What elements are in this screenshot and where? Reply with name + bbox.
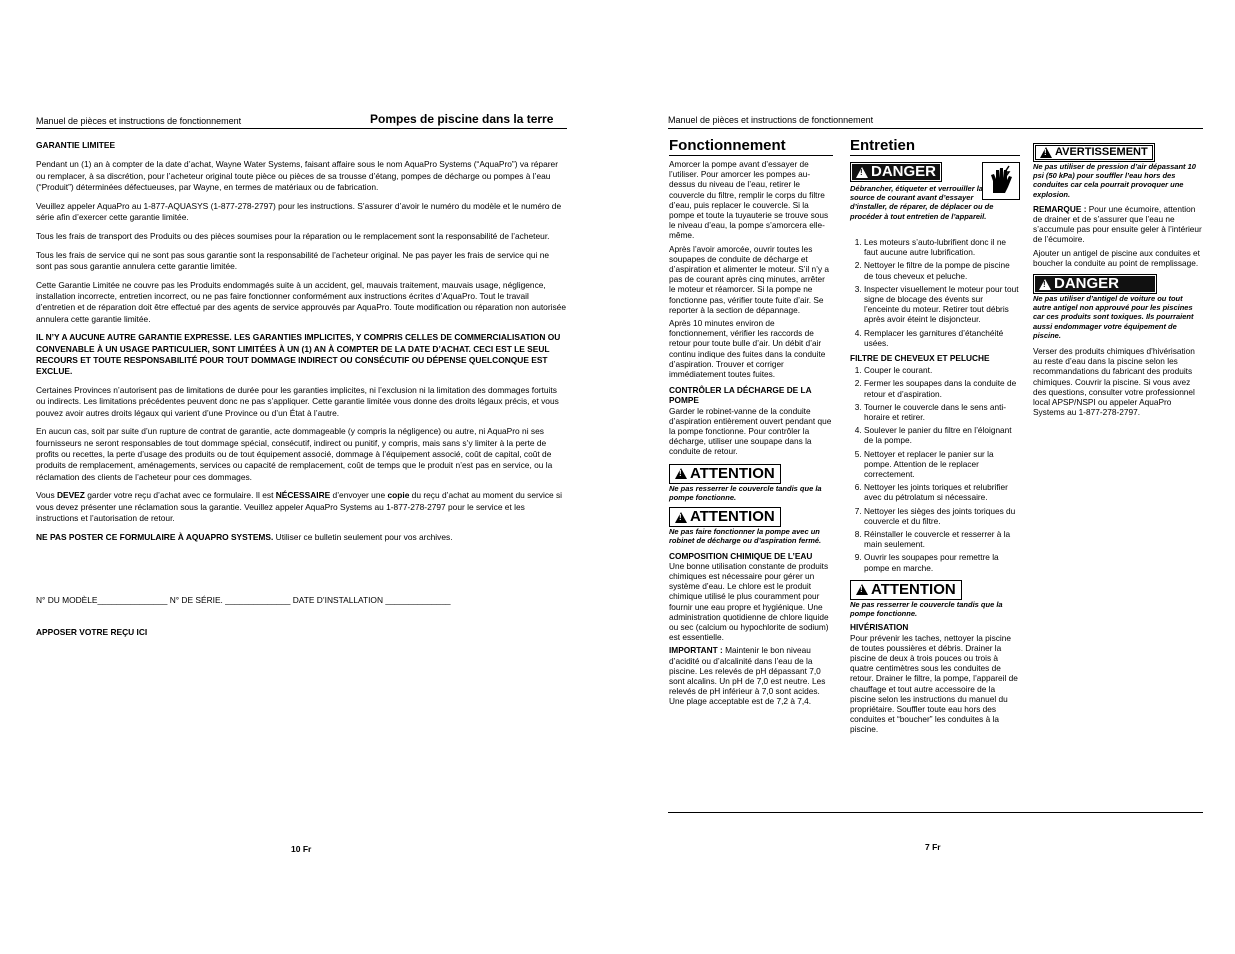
list-item: 1. Les moteurs s’auto-lubrifient donc il ne faut aucune autre lubrification. bbox=[864, 237, 1020, 257]
warning-triangle-icon bbox=[856, 167, 868, 178]
list-item: 6. Nettoyer les joints toriques et relubrifier avec du pétrolatum si nécessaire. bbox=[864, 482, 1020, 502]
warranty-para-7: Certaines Provinces n’autorisent pas de limitations de durée pour les garanties implicites, ni l’exclusion ni la limitation des dommages fortuits ou indirects. Les limitations précédentes peuvent donc ne pas s’appliquer. Cette garantie limitée vous donne des droits légaux précis, et vous pouvez avoir autres droits légaux qui varient d’une Province ou d’un État à l’autre. bbox=[36, 385, 559, 418]
attention-text-1: Ne pas resserrer le couvercle tandis que la pompe fonctionne. bbox=[669, 483, 822, 502]
column-3 bbox=[1033, 143, 1203, 420]
warranty-para-3: Tous les frais de transport des Produits ou des pièces soumises pour la réparation ou le remplacement sont la responsabilité de l’acheteur. bbox=[36, 230, 550, 241]
fonc-para-2: Après l’avoir amorcée, ouvrir toutes les soupapes de conduite de décharge et d’aspiration et alimenter le moteur. S’il n’y a pas de courant après cinq minutes, arrêter le moteur et réamorcer. Si la pompe ne fonctionne pas, vérifier toute fuite d’air. Se reporter à la section de dépannage. bbox=[669, 243, 830, 315]
warranty-para-4: Tous les frais de service qui ne sont pas sous garantie sont la responsabilité de l’acheteur original. Ne pas payer les frais de service qui ne sont pas sous garantie annulera cette garantie limitée. bbox=[36, 249, 550, 271]
list-item: 2. Fermer les soupapes dans la conduite de retour et d’aspiration. bbox=[864, 378, 1020, 398]
right-footer-rule bbox=[668, 812, 1203, 813]
hiver-para: Pour prévenir les taches, nettoyer la piscine de toutes poussières et débris. Drainer la piscine de deux à trois pouces ou trois à quatre centimètres sous les conduites de retour. Drainer le filtre, la pompe, l’appareil de chauffage et tout autre accessoire de la piscine selon les instructions du manuel du propriétaire. Souffler toute eau hors des conduites et “boucher” les conduites à la piscine. bbox=[850, 632, 1018, 735]
list-item: 4. Soulever le panier du filtre en l’éloignant de la pompe. bbox=[864, 425, 1020, 445]
col3-para-2: Ajouter un antigel de piscine aux conduites et boucher la conduite au point de remplissage. bbox=[1033, 247, 1200, 268]
subheading-hiverisation: HIVÉRISATION bbox=[850, 622, 909, 633]
filter-list bbox=[850, 365, 1020, 573]
title-rule bbox=[669, 155, 833, 156]
right-page-number: 7 Fr bbox=[925, 842, 941, 852]
column-fonctionnement bbox=[669, 137, 833, 710]
right-header: Manuel de pièces et instructions de fonctionnement bbox=[668, 115, 874, 125]
warranty-text bbox=[36, 140, 566, 551]
warranty-para-1: Pendant un (1) an à compter de la date d’achat, Wayne Water Systems, faisant affaire sous le nom AquaPro Systems (“AquaPro”) va réparer ou remplacer, à sa discrétion, pour l’acheteur original toute pièce ou pièces de sa trousse d’étang, pompes de décharge ou pompes à l’eau (“Produit”) déterminées défectueuses, par Wayne, en termes de matériaux ou de fabrication. bbox=[36, 159, 558, 192]
title-rule bbox=[850, 155, 1020, 156]
maintenance-list bbox=[850, 237, 1020, 348]
list-item: 8. Réinstaller le couvercle et resserrer à la main seulement. bbox=[864, 529, 1020, 549]
fonc-para-4: Garder le robinet-vanne de la conduite d’aspiration entièrement ouvert pendant que la pompe fonctionne. Pour contrôler la décharge, utiliser une soupape dans la conduite de retour. bbox=[669, 405, 832, 457]
danger-sign: ! DANGER bbox=[1033, 274, 1157, 294]
warning-text: Ne pas utiliser de pression d’air dépassant 10 psi (50 kPa) pour souffler l’eau hors des conduites car cela pourrait provoquer une explosion. bbox=[1033, 162, 1196, 199]
subheading-chimie: COMPOSITION CHIMIQUE DE L’EAU bbox=[669, 550, 813, 561]
fonc-para-3: Après 10 minutes environ de fonctionnement, vérifier les raccords de retour pour toute bulle d’air. Un débit d’air continu indique des fuites dans la conduite d’aspiration. Trouver et corriger immédiatement toutes fuites. bbox=[669, 318, 826, 380]
fonc-para-6: IMPORTANT : Maintenir le bon niveau d’acidité ou d’alcalinité dans l’eau de la piscine. Les relevés de pH dépassant 7,0 sont alcalins. Un pH de 7,0 est neutre. Les relevés de pH inférieur à 7,0 sont acides. Une plage acceptable est de 7,2 à 7,4. bbox=[669, 645, 826, 707]
list-item: 9. Ouvrir les soupapes pour remettre la pompe en marche. bbox=[864, 552, 1020, 572]
warning-triangle-icon bbox=[1039, 279, 1051, 290]
attention-sign: ! ATTENTION bbox=[850, 580, 962, 600]
warning-triangle-icon bbox=[1040, 147, 1052, 158]
section-title-fonctionnement: Fonctionnement bbox=[669, 137, 786, 154]
warning-triangle-icon bbox=[856, 584, 868, 595]
warning-triangle-icon bbox=[675, 468, 687, 479]
subheading-decharge: CONTRÔLER LA DÉCHARGE DE LA POMPE bbox=[669, 385, 812, 406]
warranty-para-5: Cette Garantie Limitée ne couvre pas les Produits endommagés suite à un accident, gel, mauvais traitement, mauvais usage, négligence, installation incorrecte, entretien incorrect, ou ne pas faire fonctionner conformément aux instructions écrites d’AquaPro. Tout le travail d’entretien et de réparation doit être effectué par des agents de service approuvés par AquaPro. Toute modification ou réparation non autorisée annulera cette garantie limitée. bbox=[36, 279, 566, 324]
receipt-label: APPOSER VOTRE REÇU ICI bbox=[36, 627, 148, 637]
warranty-para-2: Veuillez appeler AquaPro au 1-877-AQUASYS (1-877-278-2797) pour les instructions. S’assurer d’avoir le numéro du modèle et le numéro de série afin d’exercer cette garantie limitée. bbox=[36, 200, 562, 222]
warning-sign: ! AVERTISSEMENT bbox=[1033, 143, 1155, 162]
warranty-para-10: NE PAS POSTER CE FORMULAIRE À AQUAPRO SYSTEMS. Utiliser ce bulletin seulement pour vos archives. bbox=[36, 531, 453, 542]
col3-para-1: REMARQUE : Pour une écumoire, attention de drainer et de s’assurer que l’eau ne s’accumule pas pour ensuite geler à l’intérieur de l’écumoire. bbox=[1033, 203, 1202, 245]
list-item: 7. Nettoyer les sièges des joints toriques du couvercle et du filtre. bbox=[864, 506, 1020, 526]
list-item: 3. Tourner le couvercle dans le sens anti-horaire et retirer. bbox=[864, 402, 1020, 422]
section-title-entretien: Entretien bbox=[850, 137, 916, 154]
fonc-para-5: Une bonne utilisation constante de produits chimiques est nécessaire pour gérer un système d’eau. Le chlore est le produit chimique utilisé le plus couramment pour fournir une eau propre et hygiénique. Une administration quotidienne de chlore liquide ou sec (calcium ou hypochlorite de sodium) est essentielle. bbox=[669, 560, 829, 643]
attention-text-2: Ne pas faire fonctionner la pompe avec un robinet de décharge ou d’aspiration fermé. bbox=[669, 527, 822, 546]
column-entretien bbox=[850, 137, 1020, 738]
form-line: N° DU MODÈLE_______________ N° DE SÉRIE. ______________ DATE D’INSTALLATION ______________ bbox=[36, 595, 451, 605]
col3-para-3: Verser des produits chimiques d’hivérisation au reste d’eau dans la piscine selon les recommandations du fabricant des produits chimiques. Couvrir la piscine. Si vous avez des questions, consulter votre professionnel local APSP/NSPI ou appeler AquaPro Systems au 1-877-278-2797. bbox=[1033, 346, 1195, 418]
danger-sign: ! DANGER bbox=[850, 162, 942, 182]
list-item: 1. Couper le courant. bbox=[864, 365, 1020, 375]
right-header-rule bbox=[668, 128, 1203, 129]
warranty-para-9: Vous DEVEZ garder votre reçu d’achat avec ce formulaire. Il est NÉCESSAIRE d’envoyer une copie du reçu d’achat au moment du service si vous devez présenter une réclamation sous la garantie. Veuillez appeler AquaPro Systems au 1-877-278-2797 pour le service et les instructions et l’autorisation de retour. bbox=[36, 490, 563, 524]
attention-sign: ! ATTENTION bbox=[669, 507, 781, 527]
warranty-title: GARANTIE LIMITEE bbox=[36, 140, 116, 150]
danger-text: Ne pas utiliser d’antigel de voiture ou tout autre antigel non approuvé pour les piscines car ces produits sont toxiques. Ils pourraient aussi endommager votre équipement de piscine. bbox=[1033, 294, 1194, 340]
attention-sign: ! ATTENTION bbox=[669, 464, 781, 484]
warranty-para-8: En aucun cas, soit par suite d’un rupture de contrat de garantie, acte dommageable (y compris la négligence) ou autre, ni AquaPro ni ses fournisseurs ne seront responsables de tout dommage spécial, consécutif, indirect ou punitif, y compris, mais sans s’y limiter à la perte de profits ou recettes, la perte d’usage des produits ou de tout équipement associé, dommage à l’équipement associé, coût de capital, coût de produits de remplacement, aménagements, services ou capacité de remplacement, coût de temps que le produit n’est pas en service, ou la réclamation des clients de l’acheteur pour ces dommages. bbox=[36, 426, 553, 482]
left-header-rule bbox=[36, 128, 567, 129]
list-item: 2. Nettoyer le filtre de la pompe de piscine de tous cheveux et peluche. bbox=[864, 260, 1020, 280]
subheading-filtre: FILTRE DE CHEVEUX ET PELUCHE bbox=[850, 353, 990, 364]
list-item: 4. Remplacer les garnitures d’étanchéité usées. bbox=[864, 328, 1020, 348]
left-header: Manuel de pièces et instructions de fonctionnement bbox=[36, 116, 242, 126]
attention-text: Ne pas resserrer le couvercle tandis que la pompe fonctionne. bbox=[850, 599, 1003, 619]
danger-text: Débrancher, étiqueter et verrouiller la source de courant avant d’essayer d’installer, de réparer, de déplacer ou de procéder à tout entretien de l’appareil. bbox=[850, 184, 994, 221]
left-title: Pompes de piscine dans la terre bbox=[370, 112, 554, 126]
fonc-para-1: Amorcer la pompe avant d’essayer de l’utiliser. Pour amorcer les pompes au-dessus du niveau de l’eau, retirer le couvercle du filtre, remplir le corps du filtre d’eau, puis replacer le couvercle. Si la pompe et toute la tuyauterie se trouve sous le niveau d’eau, la pompe s’amorcera elle-même. bbox=[669, 159, 829, 241]
warning-triangle-icon bbox=[675, 512, 687, 523]
list-item: 5. Nettoyer et replacer le panier sur la pompe. Attention de le replacer correctement. bbox=[864, 449, 1020, 480]
left-page-number: 10 Fr bbox=[291, 844, 312, 854]
warranty-para-6: IL N’Y A AUCUNE AUTRE GARANTIE EXPRESSE. LES GARANTIES IMPLICITES, Y COMPRIS CELLES DE COMMERCIALISATION OU CONVENABLE À UN USAGE PARTICULIER, SONT LIMITÉES À UN (1) AN À COMPTER DE LA DATE D’ACHAT. CECI EST LE SEUL RECOURS ET TOUTE RESPONSABILITÉ POUR TOUT DOMMAGE INDIRECT OU CONSÉCUTIF OU DÉPENSE QUELCONQUE EST EXCLUE. bbox=[36, 332, 561, 377]
list-item: 3. Inspecter visuellement le moteur pour tout signe de blocage des évents sur l’enceinte du moteur. Retirer tout débris après avoir éteint le disjoncteur. bbox=[864, 284, 1020, 325]
